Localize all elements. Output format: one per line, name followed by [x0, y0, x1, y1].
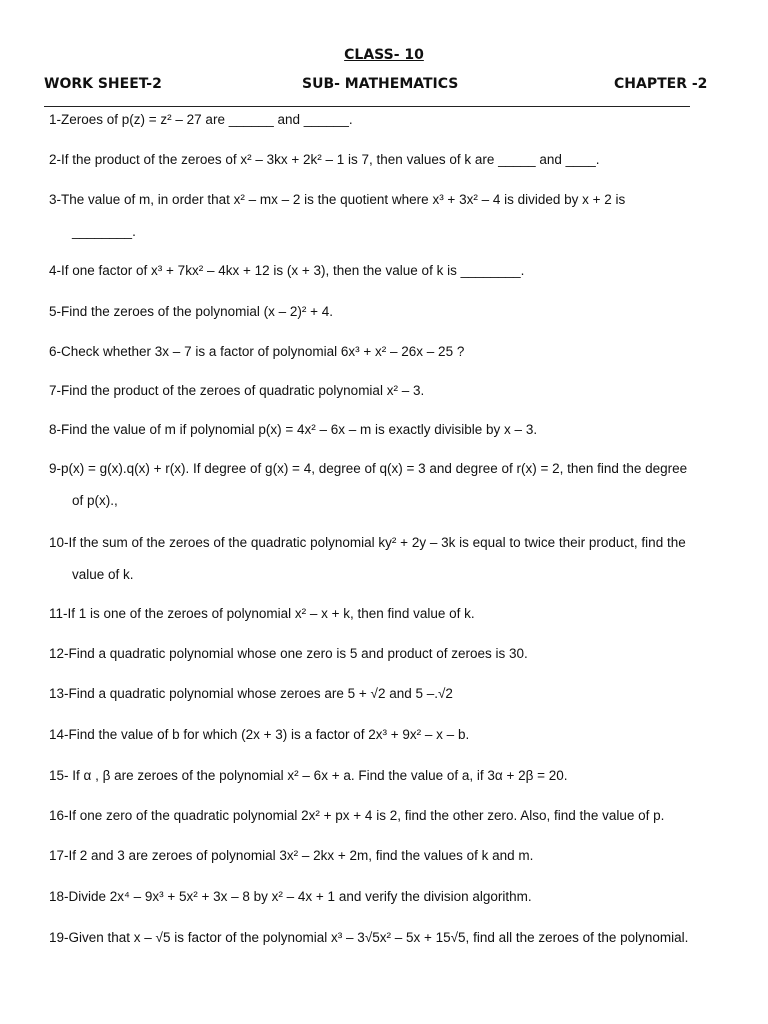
question-16: 16-If one zero of the quadratic polynomial 2x² + px + 4 is 2, find the other zero. Also, find the value of p.	[49, 808, 665, 823]
question-1: 1-Zeroes of p(z) = z² – 27 are ______ and ______.	[49, 112, 353, 127]
question-3-line-2: ________.	[72, 224, 136, 239]
question-5: 5-Find the zeroes of the polynomial (x – 2)² + 4.	[49, 304, 334, 319]
question-12: 12-Find a quadratic polynomial whose one zero is 5 and product of zeroes is 30.	[49, 646, 528, 661]
question-13: 13-Find a quadratic polynomial whose zeroes are 5 + √2 and 5 –.√2	[49, 686, 453, 701]
question-2: 2-If the product of the zeroes of x² – 3kx + 2k² – 1 is 7, then values of k are _____ and ____.	[49, 152, 600, 167]
question-4: 4-If one factor of x³ + 7kx² – 4kx + 12 is (x + 3), then the value of k is ________.	[49, 263, 525, 278]
question-19: 19-Given that x – √5 is factor of the polynomial x³ – 3√5x² – 5x + 15√5, find all the zeroes of the polynomial.	[49, 930, 689, 945]
header-divider	[44, 106, 690, 107]
question-14: 14-Find the value of b for which (2x + 3) is a factor of 2x³ + 9x² – x – b.	[49, 727, 470, 742]
question-3	[49, 190, 739, 241]
question-9	[49, 459, 739, 510]
question-8: 8-Find the value of m if polynomial p(x) = 4x² – 6x – m is exactly divisible by x – 3.	[49, 422, 538, 437]
question-7: 7-Find the product of the zeroes of quadratic polynomial x² – 3.	[49, 383, 425, 398]
question-9-line-1: 9-p(x) = g(x).q(x) + r(x). If degree of g(x) = 4, degree of q(x) = 3 and degree of r(x) = 2, then find the degree	[49, 461, 688, 476]
question-6: 6-Check whether 3x – 7 is a factor of polynomial 6x³ + x² – 26x – 25 ?	[49, 344, 465, 359]
question-3-line-1: 3-The value of m, in order that x² – mx – 2 is the quotient where x³ + 3x² – 4 is divided by x + 2 is	[49, 192, 626, 207]
class-label: CLASS- 10	[344, 47, 424, 63]
subject-label: SUB- MATHEMATICS	[302, 76, 459, 92]
worksheet-label: WORK SHEET-2	[44, 76, 162, 92]
question-9-line-2: of p(x).,	[72, 493, 118, 508]
question-18: 18-Divide 2x⁴ – 9x³ + 5x² + 3x – 8 by x² – 4x + 1 and verify the division algorithm.	[49, 889, 532, 904]
question-15: 15- If α , β are zeroes of the polynomial x² – 6x + a. Find the value of a, if 3α + 2β = 20.	[49, 768, 568, 783]
class-title	[0, 47, 768, 63]
question-10-line-2: value of k.	[72, 567, 134, 582]
question-11: 11-If 1 is one of the zeroes of polynomial x² – x + k, then find value of k.	[49, 606, 475, 621]
question-10	[49, 533, 739, 584]
chapter-label: CHAPTER -2	[614, 76, 708, 92]
question-10-line-1: 10-If the sum of the zeroes of the quadratic polynomial ky² + 2y – 3k is equal to twice their product, find the	[49, 535, 686, 550]
question-17: 17-If 2 and 3 are zeroes of polynomial 3x² – 2kx + 2m, find the values of k and m.	[49, 848, 534, 863]
